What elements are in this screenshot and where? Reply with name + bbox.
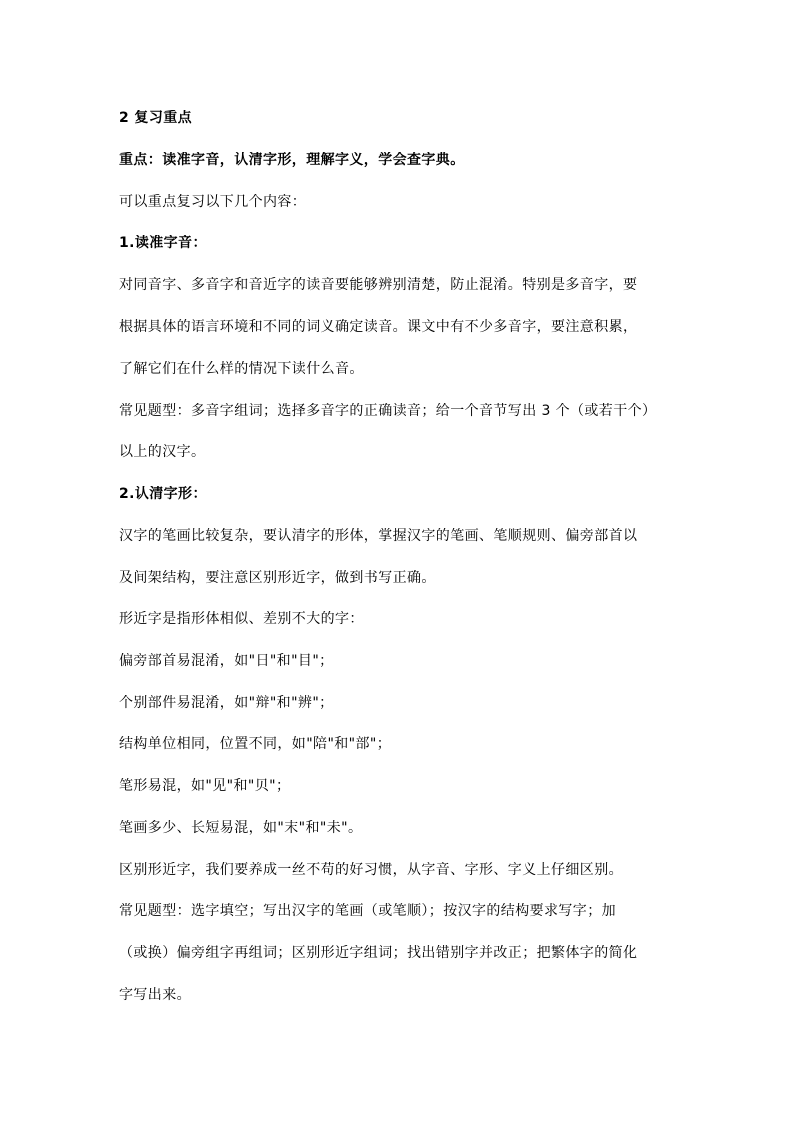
part2-question-line-2: （或换）偏旁组字再组词；区别形近字组词；找出错别字并改正；把繁体字的简化 bbox=[119, 945, 638, 961]
similar-intro: 形近字是指形体相似、差别不大的字： bbox=[119, 611, 364, 627]
part1-para-line-3: 了解它们在什么样的情况下读什么音。 bbox=[119, 361, 364, 377]
example-item: 偏旁部首易混淆，如"日"和"目"； bbox=[119, 653, 334, 669]
intro-text: 可以重点复习以下几个内容： bbox=[119, 194, 307, 210]
section-title: 2 复习重点 bbox=[119, 110, 193, 126]
part2-para-line-1: 汉字的笔画比较复杂，要认清字的形体，掌握汉字的笔画、笔顺规则、偏旁部首以 bbox=[119, 528, 638, 544]
distinguish-text: 区别形近字，我们要养成一丝不苟的好习惯，从字音、字形、字义上仔细区别。 bbox=[119, 862, 623, 878]
part2-heading: 2.认清字形： bbox=[119, 486, 207, 502]
part1-question-line-2: 以上的汉字。 bbox=[119, 444, 206, 460]
part1-para-line-2: 根据具体的语言环境和不同的词义确定读音。课文中有不少多音字，要注意积累， bbox=[119, 319, 638, 335]
part2-para-line-2: 及间架结构，要注意区别形近字，做到书写正确。 bbox=[119, 570, 436, 586]
example-item: 笔画多少、长短易混，如"末"和"未"。 bbox=[119, 820, 363, 836]
example-item: 笔形易混，如"见"和"贝"； bbox=[119, 778, 291, 794]
part1-para-line-1: 对同音字、多音字和音近字的读音要能够辨别清楚，防止混淆。特别是多音字，要 bbox=[119, 277, 638, 293]
example-item: 个别部件易混淆，如"辩"和"辨"； bbox=[119, 695, 334, 711]
part1-heading: 1.读准字音： bbox=[119, 235, 207, 251]
part2-question-line-3: 字写出来。 bbox=[119, 987, 191, 1003]
part2-question-line-1: 常见题型：选字填空；写出汉字的笔画（或笔顺）；按汉字的结构要求写字；加 bbox=[119, 903, 616, 919]
part1-question-line-1: 常见题型：多音字组词；选择多音字的正确读音；给一个音节写出 3 个（或若干个） bbox=[119, 403, 657, 419]
key-points: 重点：读准字音，认清字形，理解字义，学会查字典。 bbox=[119, 152, 465, 168]
example-item: 结构单位相同，位置不同，如"陪"和"部"； bbox=[119, 736, 392, 752]
